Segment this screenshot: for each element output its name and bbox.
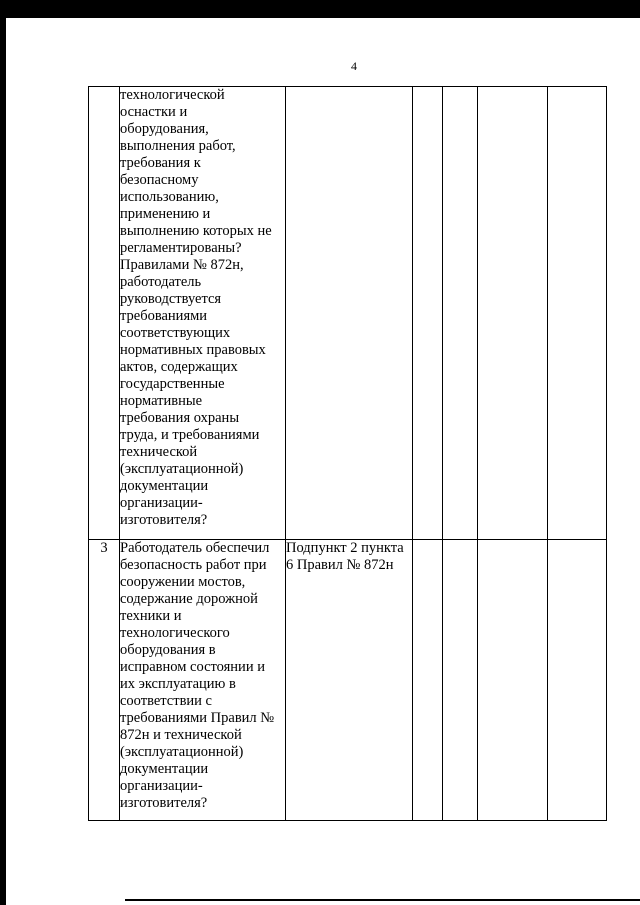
empty-cell bbox=[478, 540, 548, 821]
question-line: оснастки и bbox=[120, 104, 188, 120]
empty-cell bbox=[548, 540, 607, 821]
empty-cell bbox=[443, 87, 478, 540]
question-line: труда, и требованиями bbox=[120, 427, 260, 443]
question-line: сооружении мостов, bbox=[120, 574, 246, 590]
question-line: применению и bbox=[120, 206, 211, 222]
empty-cell bbox=[413, 540, 443, 821]
empty-cell bbox=[413, 87, 443, 540]
row-number bbox=[89, 87, 120, 540]
scan-border-left bbox=[0, 0, 6, 905]
scan-border-top bbox=[0, 0, 640, 18]
reference-line: Подпункт 2 пункта bbox=[286, 540, 404, 556]
question-line: требования охраны bbox=[120, 410, 240, 426]
question-line: выполнения работ, bbox=[120, 138, 236, 154]
question-line: организации- bbox=[120, 778, 203, 794]
page-number: 4 bbox=[351, 59, 357, 73]
question-line: оборудования в bbox=[120, 642, 216, 658]
question-line: руководствуется bbox=[120, 291, 222, 307]
question-line: соответствии с bbox=[120, 693, 212, 709]
table-row bbox=[89, 540, 607, 821]
empty-cell bbox=[548, 87, 607, 540]
question-line: требованиями bbox=[120, 308, 208, 324]
question-line: нормативных правовых bbox=[120, 342, 266, 358]
reference-line: 6 Правил № 872н bbox=[286, 557, 394, 573]
question-line: изготовителя? bbox=[120, 795, 208, 811]
question-line: государственные bbox=[120, 376, 225, 392]
question-line: документации bbox=[120, 478, 209, 494]
question-line: содержание дорожной bbox=[120, 591, 258, 607]
question-line: оборудования, bbox=[120, 121, 209, 137]
question-line: 872н и технической bbox=[120, 727, 242, 743]
question-line: требования к bbox=[120, 155, 201, 171]
question-line: работодатель bbox=[120, 274, 202, 290]
question-line: требованиями Правил № bbox=[120, 710, 275, 726]
empty-cell bbox=[478, 87, 548, 540]
question-line: (эксплуатационной) bbox=[120, 744, 244, 760]
question-line: технологического bbox=[120, 625, 230, 641]
question-line: их эксплуатацию в bbox=[120, 676, 236, 692]
question-line: документации bbox=[120, 761, 209, 777]
question-line: изготовителя? bbox=[120, 512, 208, 528]
question-line: выполнению которых не bbox=[120, 223, 272, 239]
reference-cell bbox=[286, 540, 413, 821]
scan-border-bottom bbox=[125, 899, 640, 901]
question-line: соответствующих bbox=[120, 325, 231, 341]
question-line: исправном состоянии и bbox=[120, 659, 265, 675]
question-line: актов, содержащих bbox=[120, 359, 238, 375]
question-line: нормативные bbox=[120, 393, 203, 409]
question-line: технической bbox=[120, 444, 198, 460]
checklist-table bbox=[88, 86, 607, 821]
question-line: регламентированы? bbox=[120, 240, 242, 256]
empty-cell bbox=[443, 540, 478, 821]
question-line: техники и bbox=[120, 608, 182, 624]
question-cell bbox=[120, 540, 286, 821]
reference-cell bbox=[286, 87, 413, 540]
row-number: 3 bbox=[89, 540, 120, 821]
question-line: Правилами № 872н, bbox=[120, 257, 244, 273]
question-line: (эксплуатационной) bbox=[120, 461, 244, 477]
question-line: безопасному bbox=[120, 172, 199, 188]
question-line: организации- bbox=[120, 495, 203, 511]
question-cell bbox=[120, 87, 286, 540]
question-line: Работодатель обеспечил bbox=[120, 540, 270, 556]
question-line: безопасность работ при bbox=[120, 557, 267, 573]
table-row bbox=[89, 87, 607, 540]
question-line: использованию, bbox=[120, 189, 219, 205]
question-line: технологической bbox=[120, 87, 225, 103]
